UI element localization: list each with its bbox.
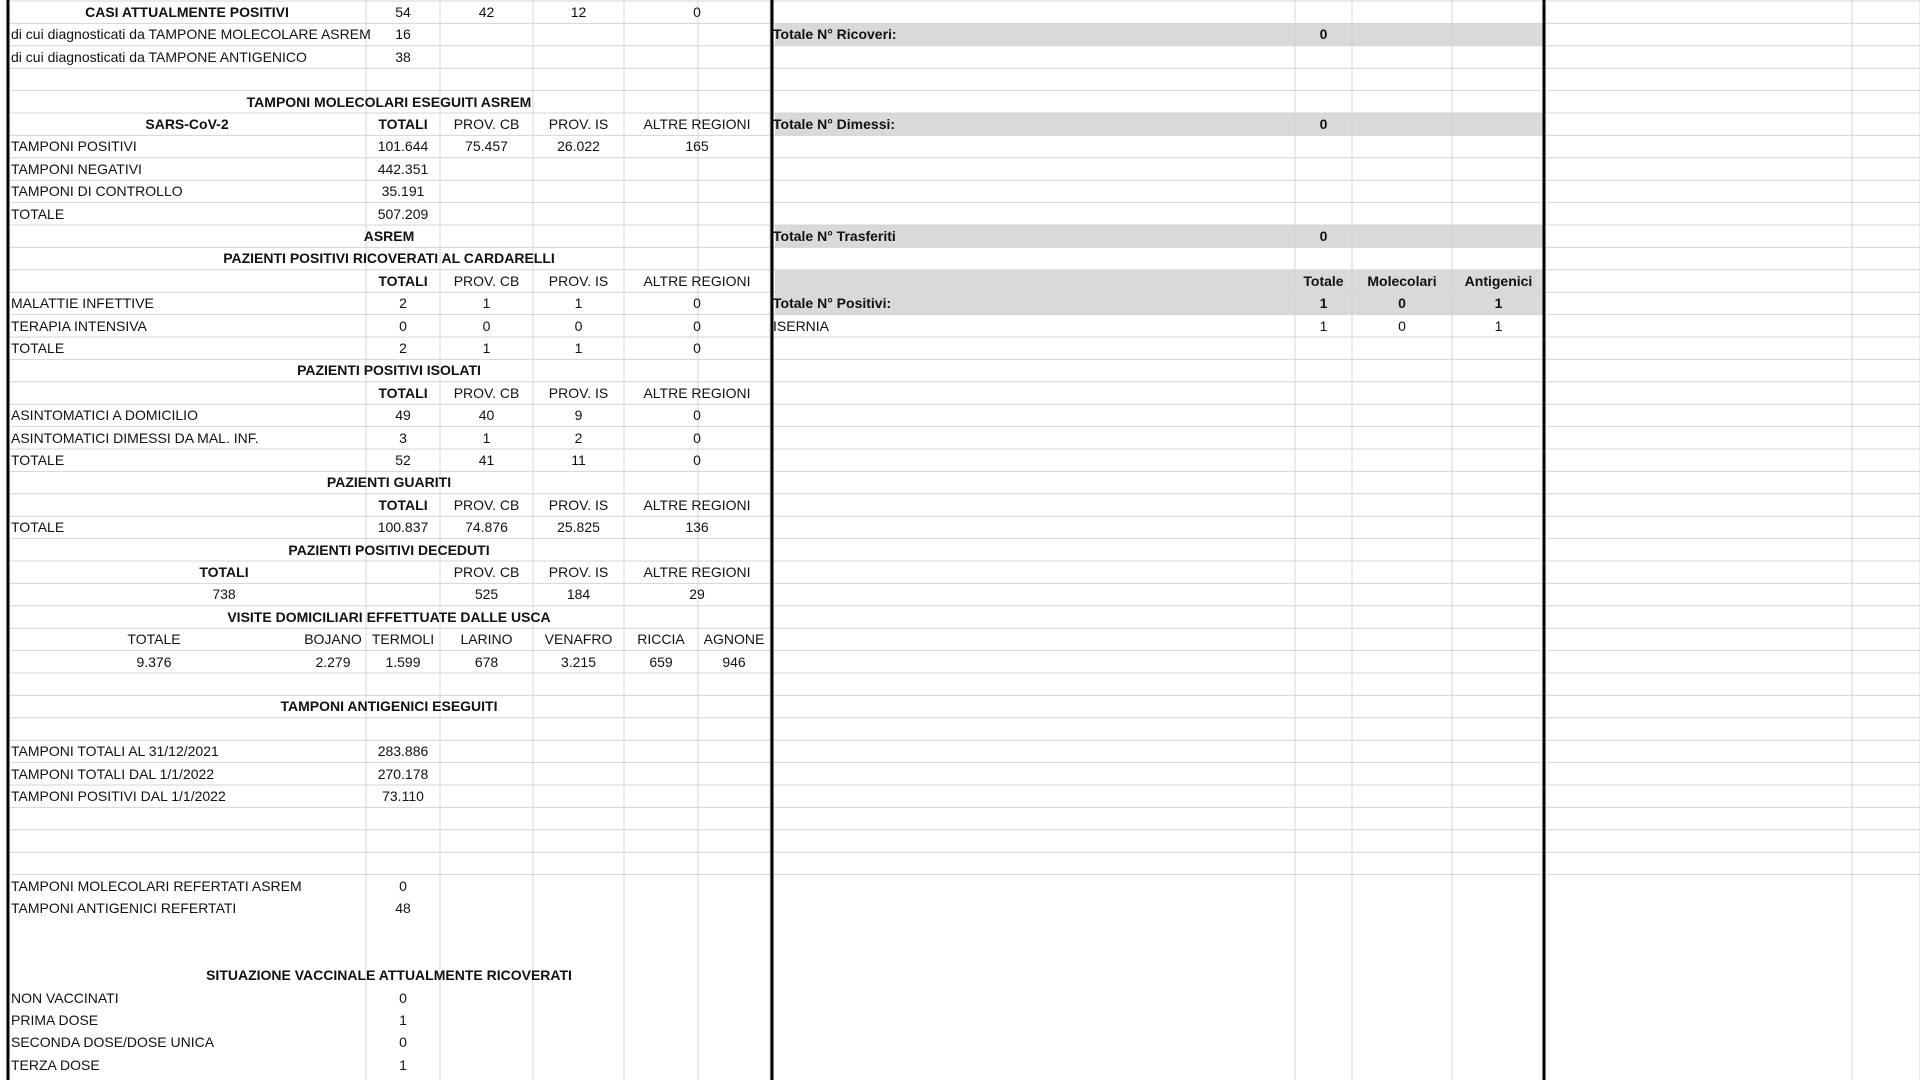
casi-label: CASI ATTUALMENTE POSITIVI (85, 4, 289, 20)
row-label: TERZA DOSE (11, 1056, 100, 1073)
row-value: 678 (474, 653, 499, 670)
row-label: SECONDA DOSE/DOSE UNICA (11, 1034, 215, 1051)
section-title: PAZIENTI POSITIVI RICOVERATI AL CARDARELLI (223, 250, 555, 267)
table-header: PROV. IS (548, 272, 609, 289)
positivi-header: Molecolari (1367, 272, 1437, 289)
row-value: 0 (399, 989, 407, 1006)
row-value: 525 (474, 586, 499, 603)
row-value (440, 204, 533, 225)
row-label: TOTALE (11, 519, 65, 536)
row-value (624, 204, 770, 225)
section-title: PAZIENTI POSITIVI ISOLATI (297, 362, 481, 379)
table-header: TOTALE (127, 631, 181, 648)
diag-antigenico-value: 38 (395, 48, 411, 65)
row-value: 946 (722, 653, 746, 670)
row-value: 29 (689, 586, 705, 603)
table-header: PROV. IS (548, 564, 609, 580)
row-value: 283.886 (377, 743, 429, 760)
row-label: ISERNIA (773, 317, 830, 334)
row-label: TAMPONI ANTIGENICI REFERTATI (11, 900, 237, 916)
row-value: 1 (574, 340, 583, 356)
row-value: 3 (399, 429, 407, 446)
row-label: TAMPONI POSITIVI (11, 138, 137, 155)
row-value: 40 (478, 407, 495, 424)
table-header: VENAFRO (544, 631, 613, 648)
asrem-heading: ASREM (363, 228, 415, 244)
row-value: 74.876 (465, 519, 508, 536)
row-value: 1 (574, 295, 583, 312)
row-value: 659 (649, 653, 673, 670)
table-header: ALTRE REGIONI (643, 564, 751, 580)
row-value: 49 (395, 407, 411, 424)
row-value: 0 (693, 452, 701, 468)
table-header (8, 271, 366, 292)
dimessi-label: Totale N° Dimessi: (773, 116, 896, 132)
row-value: 1 (399, 1012, 407, 1028)
row-value: 3.215 (560, 653, 597, 670)
positivi-header: Totale (1303, 272, 1344, 289)
table-header: ALTRE REGIONI (643, 384, 751, 401)
table-header: PROV. IS (548, 384, 609, 401)
row-value: 35.191 (381, 183, 425, 200)
row-value: 2.279 (315, 653, 351, 670)
positivi-value: 0 (1398, 295, 1406, 312)
row-value: 270.178 (377, 765, 429, 782)
casi-value: 0 (693, 4, 701, 20)
table-header: PROV. CB (453, 564, 520, 580)
positivi-header: Antigenici (1464, 272, 1533, 289)
table-header: TOTALI (199, 564, 249, 580)
trasferiti-label: Totale N° Trasferiti (773, 228, 896, 244)
row-value: 26.022 (557, 138, 600, 155)
row-value (533, 204, 624, 225)
row-value: 1 (1319, 317, 1328, 334)
row-value: 1 (482, 429, 491, 446)
row-label: TOTALE (11, 205, 65, 222)
diag-antigenico-label: di cui diagnosticati da TAMPONE ANTIGENICO (11, 48, 307, 65)
row-label: TOTALE (11, 340, 65, 356)
row-label: TOTALE (11, 452, 65, 468)
table-header: SARS-CoV-2 (145, 116, 229, 132)
row-value: 0 (693, 429, 701, 446)
row-value (624, 181, 770, 202)
table-header: TOTALI (378, 384, 428, 401)
row-value (533, 159, 624, 180)
section-title: SITUAZIONE VACCINALE ATTUALMENTE RICOVERATI (206, 967, 572, 984)
row-value: 0 (693, 295, 701, 312)
table-header: PROV. IS (548, 496, 609, 513)
row-label: TAMPONI MOLECOLARI REFERTATI ASREM (11, 877, 302, 894)
row-value: 75.457 (465, 138, 508, 155)
row-value: 1 (1494, 317, 1503, 334)
row-value: 0 (574, 317, 583, 334)
table-header: PROV. CB (453, 496, 520, 513)
row-label: MALATTIE INFETTIVE (11, 295, 154, 312)
row-value (533, 181, 624, 202)
section-title: TAMPONI MOLECOLARI ESEGUITI ASREM (246, 93, 532, 110)
row-value: 1 (482, 295, 491, 312)
positivi-value: 1 (1319, 295, 1328, 312)
table-header: RICCIA (637, 631, 685, 648)
ricoveri-value: 0 (1319, 26, 1328, 43)
row-value: 41 (478, 452, 495, 468)
row-value: 0 (399, 1034, 407, 1051)
table-header: TOTALI (378, 272, 428, 289)
row-value (440, 181, 533, 202)
row-value: 73.110 (382, 788, 424, 804)
diag-molecolare-label: di cui diagnosticati da TAMPONE MOLECOLARE ASREM (11, 26, 371, 43)
row-value: 2 (399, 295, 407, 312)
row-value (624, 159, 770, 180)
row-value: 1 (399, 1056, 407, 1073)
row-value: 25.825 (557, 519, 600, 536)
table-header: PROV. CB (453, 116, 520, 132)
row-value: 0 (482, 317, 491, 334)
row-label: ASINTOMATICI DIMESSI DA MAL. INF. (11, 429, 259, 446)
section-title: PAZIENTI POSITIVI DECEDUTI (288, 541, 490, 558)
positivi-value: 1 (1494, 295, 1503, 312)
table-header: TOTALI (378, 116, 428, 132)
table-header: PROV. CB (453, 272, 520, 289)
table-header (8, 383, 366, 404)
diag-molecolare-value: 16 (395, 26, 411, 43)
casi-value: 42 (478, 4, 495, 20)
row-value: 0 (693, 340, 701, 356)
row-value: 0 (693, 317, 701, 334)
row-value: 2 (399, 340, 407, 356)
positivi-label: Totale N° Positivi: (773, 295, 892, 312)
table-header: ALTRE REGIONI (643, 116, 751, 132)
section-title: TAMPONI ANTIGENICI ESEGUITI (280, 698, 498, 715)
row-value: 184 (566, 586, 591, 603)
row-label: NON VACCINATI (11, 989, 119, 1006)
dimessi-value: 0 (1319, 116, 1328, 132)
row-value: 1.599 (385, 653, 421, 670)
row-value (440, 159, 533, 180)
row-label: TAMPONI TOTALI DAL 1/1/2022 (11, 765, 215, 782)
ricoveri-label: Totale N° Ricoveri: (773, 26, 897, 43)
casi-value: 54 (395, 4, 411, 20)
section-title: PAZIENTI GUARITI (326, 474, 452, 491)
row-value: 442.351 (377, 160, 429, 177)
row-value: 507.209 (377, 205, 429, 222)
row-label: ASINTOMATICI A DOMICILIO (11, 407, 198, 424)
casi-value: 12 (570, 4, 587, 20)
row-value: 0 (399, 317, 407, 334)
row-value: 52 (395, 452, 411, 468)
table-header: ALTRE REGIONI (643, 496, 751, 513)
row-value: 1 (482, 340, 491, 356)
row-value: 100.837 (377, 519, 429, 536)
row-value: 165 (685, 138, 709, 155)
row-value: 11 (571, 452, 586, 468)
table-header: TERMOLI (371, 631, 435, 648)
row-label: PRIMA DOSE (11, 1012, 99, 1028)
row-value: 9 (574, 407, 583, 424)
table-header: PROV. IS (548, 116, 609, 132)
row-value: 738 (212, 586, 236, 603)
table-header: PROV. CB (453, 384, 520, 401)
row-label: TAMPONI TOTALI AL 31/12/2021 (11, 743, 219, 760)
table-header: ALTRE REGIONI (643, 272, 751, 289)
row-value: 136 (685, 519, 709, 536)
row-value: 0 (693, 407, 701, 424)
row-value: 0 (1398, 317, 1406, 334)
table-header: LARINO (460, 631, 513, 648)
section-title: VISITE DOMICILIARI EFFETTUATE DALLE USCA (227, 608, 551, 625)
row-label: TAMPONI NEGATIVI (11, 160, 142, 177)
row-value: 0 (399, 877, 407, 894)
trasferiti-value: 0 (1319, 228, 1328, 244)
row-label: TAMPONI DI CONTROLLO (11, 183, 183, 200)
table-header: BOJANO (304, 631, 362, 648)
row-value: 101.644 (377, 138, 429, 155)
row-value: 48 (395, 900, 411, 916)
row-value: 9.376 (136, 653, 172, 670)
row-label: TAMPONI POSITIVI DAL 1/1/2022 (11, 788, 226, 804)
row-label: TERAPIA INTENSIVA (11, 317, 147, 334)
table-header: TOTALI (378, 496, 428, 513)
row-value: 2 (574, 429, 583, 446)
table-header: AGNONE (703, 631, 765, 648)
table-header (8, 495, 366, 516)
